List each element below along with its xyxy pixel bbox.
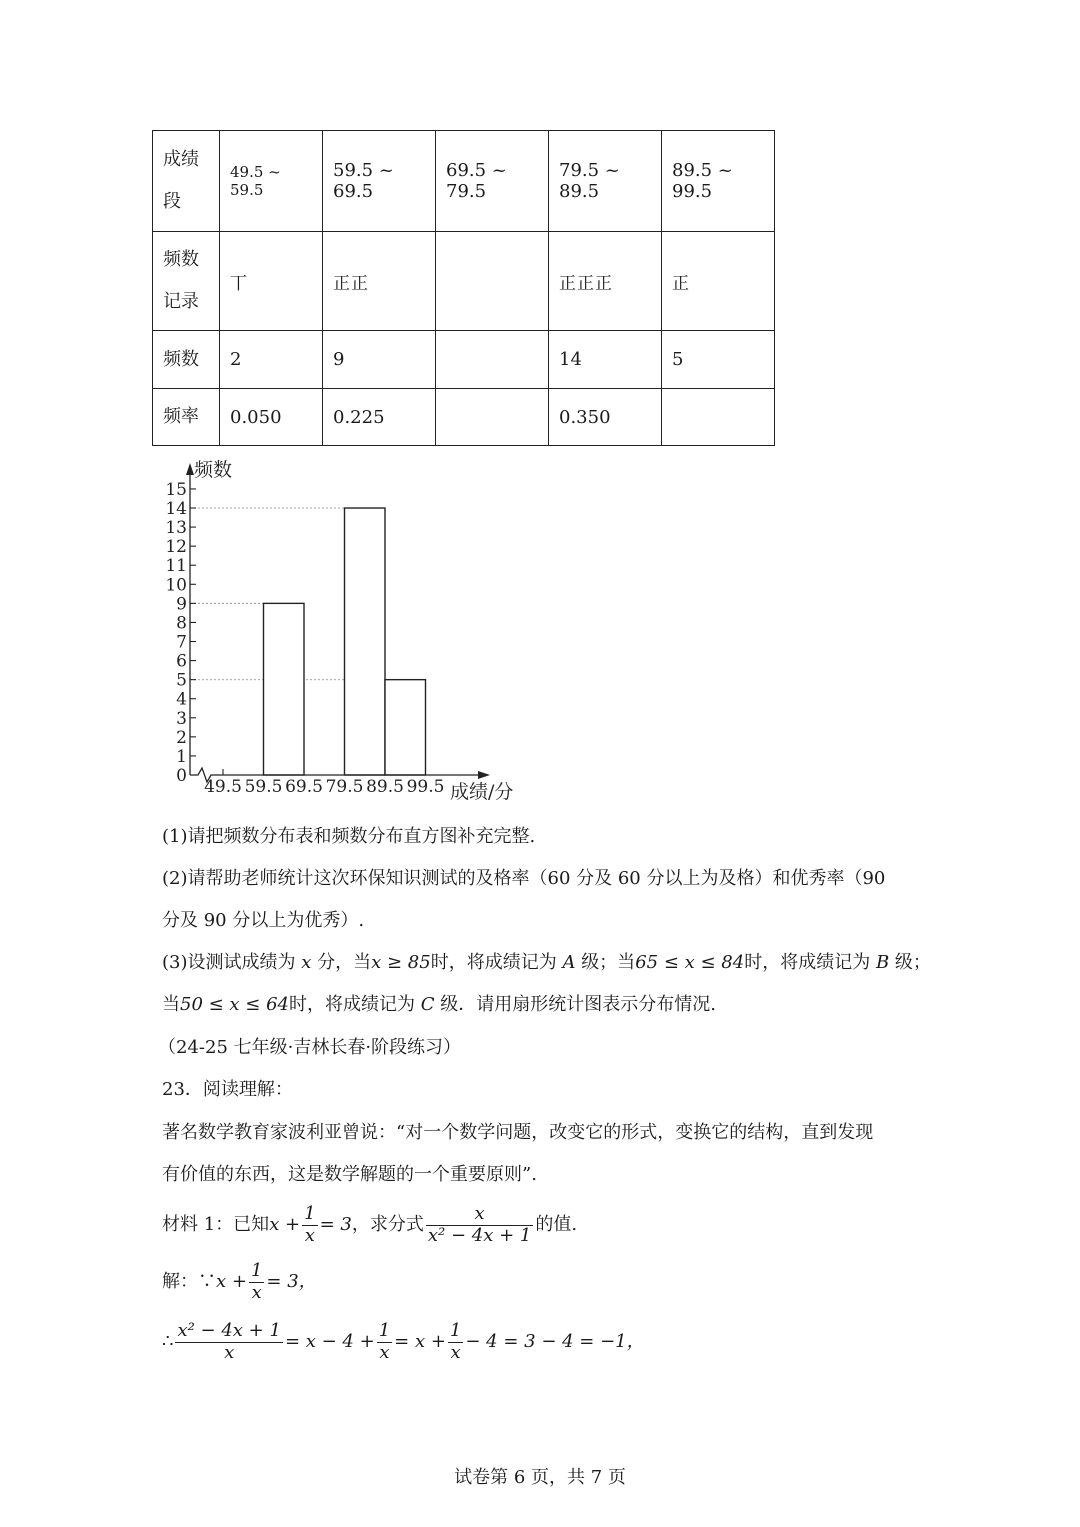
fraction-denominator: x² − 4x + 1 [427, 1224, 532, 1246]
question-3-line1 [162, 941, 931, 984]
fraction-denominator: x [304, 1224, 315, 1246]
fraction-numerator: 1 [449, 1319, 462, 1341]
y-tick-label: 14 [165, 499, 187, 520]
question-3-line2 [162, 983, 716, 1026]
rate-cell [436, 389, 549, 446]
q3-condition-c: 50 ≤ x ≤ 64 [180, 994, 290, 1015]
count-label-cell: 频数 [153, 331, 220, 389]
histogram-bar [385, 680, 426, 775]
y-tick-label: 2 [176, 727, 187, 748]
q3-text: 时，将成绩记为 [744, 952, 871, 973]
material-text: 材料 1：已知 [162, 1214, 270, 1235]
tally-cell: 丅 [220, 232, 323, 331]
y-tick-label: 7 [176, 632, 187, 653]
count-cell: 14 [549, 331, 662, 389]
tally-cell: 正正 [323, 232, 436, 331]
q3-grade-b: B [875, 952, 890, 973]
question-2-line1: (2)请帮助老师统计这次环保知识测试的及格率（60 分及 60 分以上为及格）和优秀率（90 [162, 868, 886, 889]
y-axis-label: 频数 [194, 459, 233, 481]
q23-solution-line2 [162, 1313, 645, 1371]
rate-cell: 0.050 [220, 389, 323, 446]
question-1: (1)请把频数分布表和频数分布直方图补充完整. [162, 826, 536, 847]
count-cell: 9 [323, 331, 436, 389]
header-label-line1: 成绩 [163, 149, 199, 170]
q3-text: (3)设测试成绩为 [162, 952, 296, 973]
math-expr: = x + [394, 1331, 446, 1352]
math-expr: = 3 [319, 1214, 352, 1235]
fraction-numerator: 1 [304, 1202, 316, 1224]
tally-label-cell [153, 232, 220, 331]
table-row [153, 232, 775, 331]
page-footer: 试卷第 6 页，共 7 页 [454, 1467, 626, 1488]
x-tick-label: 59.5 [244, 777, 283, 797]
q3-text: 级；当 [581, 952, 636, 973]
material-text: 的值. [535, 1214, 578, 1235]
fraction-denominator: x [224, 1341, 235, 1363]
range-cell: 89.5 ~ 99.5 [662, 131, 775, 232]
tally-cell: 正正正 [549, 232, 662, 331]
frequency-histogram [160, 455, 540, 810]
histogram-axes [186, 463, 490, 782]
q23-paragraph-line1: 著名数学教育家波利亚曾说：“对一个数学问题，改变它的形式，变换它的结构，直到发现 [162, 1122, 874, 1143]
histogram-bar [345, 508, 386, 775]
rate-cell: 0.350 [549, 389, 662, 446]
q3-condition-b: 65 ≤ x ≤ 84 [635, 952, 745, 973]
fraction [175, 1321, 282, 1363]
fraction-denominator: x [450, 1341, 461, 1363]
count-cell [436, 331, 549, 389]
rate-cell: 0.225 [323, 389, 436, 446]
count-cell: 2 [220, 331, 323, 389]
q3-text: 分，当 [317, 952, 372, 973]
y-tick-label: 3 [176, 708, 187, 729]
x-tick-label: 49.5 [204, 777, 242, 797]
y-tick-label: 8 [176, 613, 187, 634]
fraction [426, 1204, 533, 1246]
x-axis-arrow-icon [478, 771, 490, 779]
range-cell: 59.5 ~ 69.5 [323, 131, 436, 232]
range-cell: 69.5 ~ 79.5 [436, 131, 549, 232]
source-note: （24-25 七年级·吉林长春·阶段练习） [158, 1037, 462, 1058]
table-row [153, 131, 775, 232]
math-expr: x + [216, 1271, 247, 1292]
fraction-numerator: 1 [250, 1259, 263, 1281]
tally-cell [436, 232, 549, 331]
q23-paragraph-line2: 有价值的东西，这是数学解题的一个重要原则”. [162, 1164, 537, 1185]
table-row [153, 389, 775, 446]
fraction-denominator: x [379, 1341, 390, 1363]
q3-text: 时，将成绩记为 [430, 952, 557, 973]
y-tick-label: 13 [165, 518, 187, 539]
range-cell: 79.5 ~ 89.5 [549, 131, 662, 232]
q3-text: 当 [162, 994, 180, 1015]
x-tick-label: 79.5 [325, 777, 364, 797]
y-tick-label: 0 [176, 766, 187, 786]
header-label-cell [153, 131, 220, 232]
fraction-denominator: x [251, 1281, 262, 1303]
therefore-symbol: ∴ [162, 1331, 174, 1352]
question-2-line2: 分及 90 分以上为优秀）. [162, 910, 365, 931]
y-tick-label: 11 [165, 556, 187, 577]
count-cell: 5 [662, 331, 775, 389]
fraction-numerator: x [426, 1204, 533, 1226]
y-tick-label: 10 [165, 575, 187, 596]
material-text: ，求分式 [351, 1214, 424, 1235]
math-expr: − 4 = 3 − 4 = −1， [465, 1331, 645, 1352]
q3-var: x [301, 952, 312, 973]
math-expr: = 3， [266, 1271, 317, 1292]
frequency-table [152, 130, 775, 446]
table-row [153, 331, 775, 389]
q3-text: 级．请用扇形统计图表示分布情况. [440, 994, 716, 1015]
x-tick-label: 89.5 [366, 777, 404, 797]
fraction [448, 1321, 463, 1363]
histogram-bar [264, 603, 305, 775]
fraction [302, 1204, 317, 1246]
tally-label-line1: 频数 [163, 249, 199, 270]
q23-solution-line1 [162, 1255, 317, 1309]
y-tick-label: 9 [176, 594, 187, 615]
header-label-line2: 段 [163, 191, 181, 212]
histogram-labels [165, 459, 513, 803]
fraction-numerator: x² − 4x + 1 [177, 1319, 281, 1341]
q3-grade-c: C [420, 994, 435, 1015]
fraction [249, 1261, 264, 1303]
histogram-bars [264, 508, 426, 775]
q3-grade-a: A [562, 952, 576, 973]
x-tick-label: 69.5 [285, 777, 323, 797]
x-tick-label: 99.5 [406, 777, 445, 797]
rate-label-cell: 频率 [153, 389, 220, 446]
math-expr: = x − 4 + [284, 1331, 375, 1352]
y-tick-label: 15 [165, 479, 187, 500]
q3-text: 级； [894, 952, 931, 973]
q3-condition-a: x ≥ 85 [371, 952, 431, 973]
math-expr: x + [269, 1214, 301, 1235]
fraction-numerator: 1 [378, 1319, 391, 1341]
fraction [377, 1321, 392, 1363]
range-cell: 49.5 ~ 59.5 [220, 131, 323, 232]
rate-cell [662, 389, 775, 446]
y-tick-label: 4 [176, 689, 187, 710]
question-23-title: 23．阅读理解： [162, 1079, 293, 1100]
tally-label-line2: 记录 [163, 291, 199, 312]
solution-text: 解：∵ [162, 1271, 216, 1292]
y-axis-arrow-icon [186, 463, 194, 475]
x-axis-label: 成绩/分 [450, 781, 514, 803]
q3-text: 时，将成绩记为 [289, 994, 416, 1015]
y-tick-label: 12 [165, 537, 187, 558]
y-tick-label: 6 [176, 651, 187, 672]
y-tick-label: 1 [176, 746, 187, 767]
y-tick-label: 5 [176, 670, 187, 691]
q23-material-1 [162, 1198, 577, 1252]
tally-cell: 正 [662, 232, 775, 331]
